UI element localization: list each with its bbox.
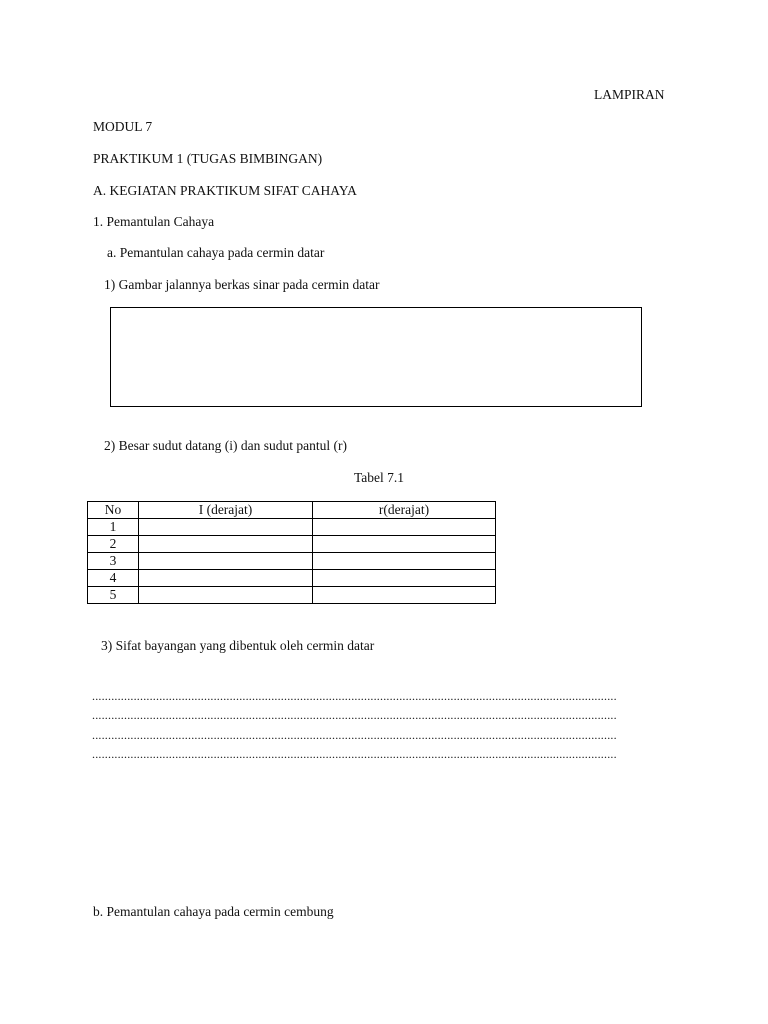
table-row <box>88 536 496 553</box>
answer-line[interactable]: .................................................................................................................................................................... <box>92 689 617 703</box>
table-cell[interactable] <box>139 570 313 587</box>
section-heading: A. KEGIATAN PRAKTIKUM SIFAT CAHAYA <box>93 183 357 198</box>
step-3-label: 3) Sifat bayangan yang dibentuk oleh cermin datar <box>101 638 375 653</box>
answer-line[interactable]: .................................................................................................................................................................... <box>92 728 617 742</box>
table-cell[interactable] <box>313 536 496 553</box>
step-2-label: 2) Besar sudut datang (i) dan sudut pantul (r) <box>104 438 347 453</box>
answer-line[interactable]: .................................................................................................................................................................... <box>92 708 617 722</box>
table-cell: 1 <box>88 519 139 536</box>
table-cell: 4 <box>88 570 139 587</box>
table-cell: 3 <box>88 553 139 570</box>
table-caption: Tabel 7.1 <box>354 470 405 485</box>
table-cell: 5 <box>88 587 139 604</box>
answer-line[interactable]: .................................................................................................................................................................... <box>92 747 617 761</box>
table-cell[interactable] <box>139 553 313 570</box>
drawing-box <box>110 307 642 407</box>
table-cell[interactable] <box>313 570 496 587</box>
step-1-label: 1) Gambar jalannya berkas sinar pada cermin datar <box>104 277 380 292</box>
table-cell[interactable] <box>139 536 313 553</box>
appendix-label: LAMPIRAN <box>594 87 665 102</box>
column-header: r(derajat) <box>313 502 496 519</box>
table-header-row <box>88 502 496 519</box>
column-header: No <box>88 502 139 519</box>
column-header: I (derajat) <box>139 502 313 519</box>
table-row <box>88 519 496 536</box>
module-title: MODUL 7 <box>93 119 153 134</box>
data-table <box>87 501 496 604</box>
practicum-title: PRAKTIKUM 1 (TUGAS BIMBINGAN) <box>93 151 323 166</box>
table-cell: 2 <box>88 536 139 553</box>
table-row <box>88 553 496 570</box>
table-cell[interactable] <box>139 587 313 604</box>
subitem-b-heading: b. Pemantulan cahaya pada cermin cembung <box>93 904 334 919</box>
subsection-heading: 1. Pemantulan Cahaya <box>93 214 215 229</box>
table-cell[interactable] <box>313 519 496 536</box>
table-cell[interactable] <box>313 587 496 604</box>
table-row <box>88 587 496 604</box>
table-row <box>88 570 496 587</box>
table-cell[interactable] <box>313 553 496 570</box>
subitem-heading: a. Pemantulan cahaya pada cermin datar <box>107 245 325 260</box>
table-cell[interactable] <box>139 519 313 536</box>
